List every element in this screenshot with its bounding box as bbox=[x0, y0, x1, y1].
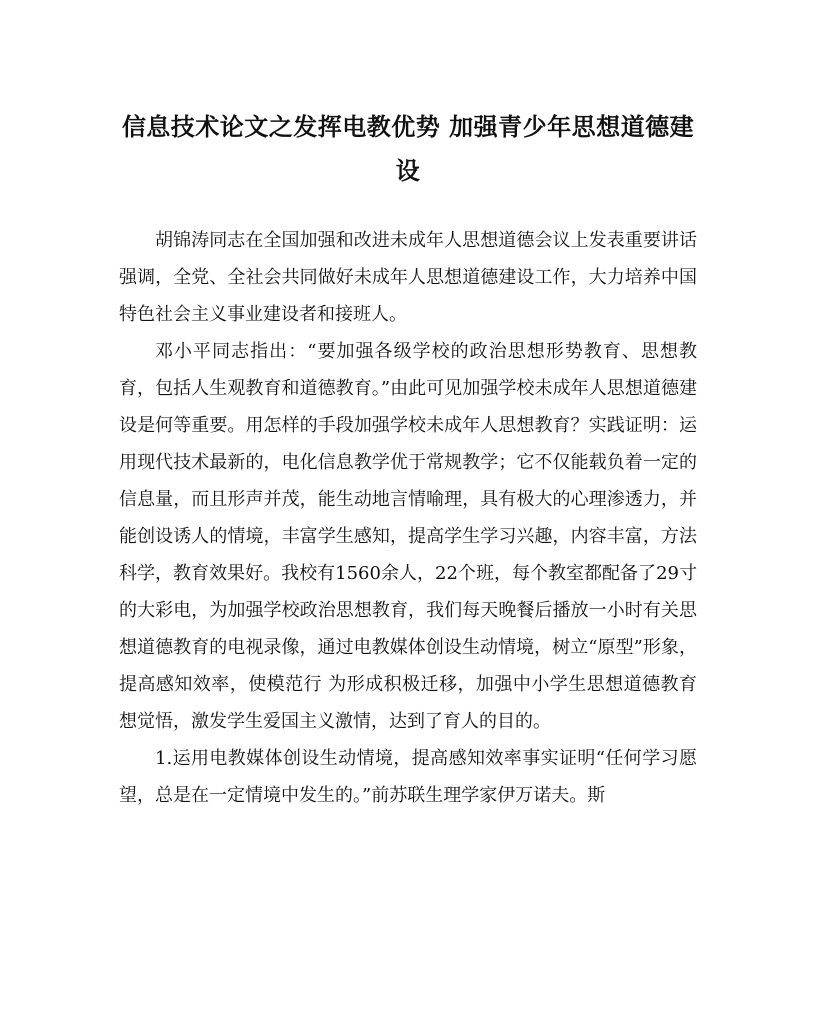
document-title: 信息技术论文之发挥电教优势 加强青少年思想道德建设 bbox=[121, 112, 695, 185]
document-body bbox=[119, 222, 697, 814]
paragraph: 邓小平同志指出：“要加强各级学校的政治思想形势教育、思想教育，包括人生观教育和道德教育。”由此可见加强学校未成年人思想道德建设是何等重要。用怎样的手段加强学校未成年人思想教育？实践证明：运用现代技术最新的，电化信息教学优于常规教学；它不仅能载负着一定的信息量，而且形声并茂，能生动地言情喻理，具有极大的心理渗透力，并能创设诱人的情境，丰富学生感知，提高学生学习兴趣，内容丰富，方法科学，教育效果好。我校有1560余人，22个班，每个教室都配备了29寸的大彩电，为加强学校政治思想教育，我们每天晚餐后播放一小时有关思想道德教育的电视录像，通过电教媒体创设生动情境，树立“原型”形象，提高感知效率，使模范行 为形成积极迁移，加强中小学生思想道德教育想觉悟，激发学生爱国主义激情，达到了育人的目的。 bbox=[119, 341, 697, 732]
paragraph: 1.运用电教媒体创设生动情境，提高感知效率事实证明“任何学习愿望，总是在一定情境中发生的。”前苏联生理学家伊万诺夫。斯 bbox=[119, 748, 697, 806]
paragraph: 胡锦涛同志在全国加强和改进未成年人思想道德会议上发表重要讲话强调，全党、全社会共同做好未成年人思想道德建设工作，大力培养中国特色社会主义事业建设者和接班人。 bbox=[119, 230, 697, 325]
